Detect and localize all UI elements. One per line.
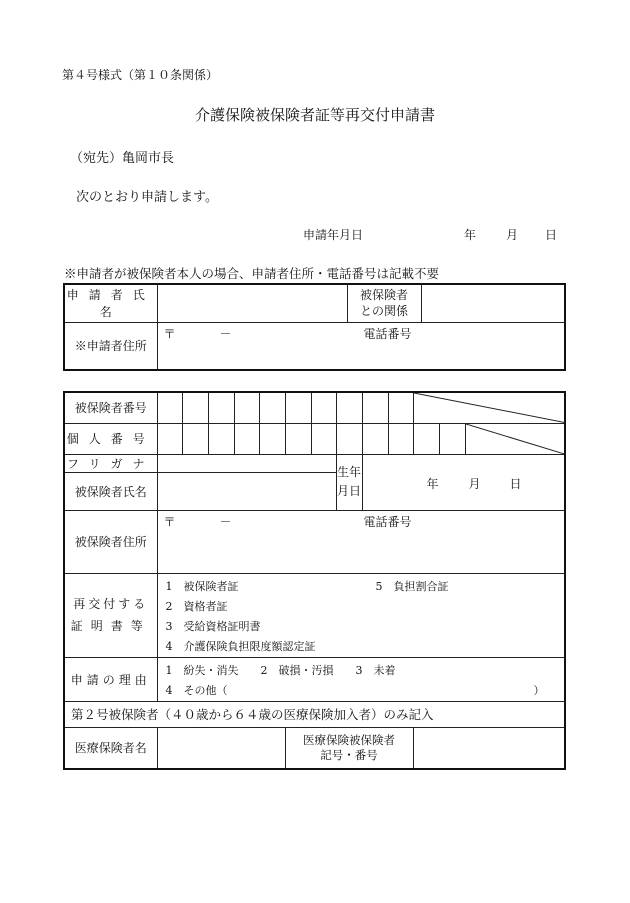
personal-number-digit[interactable]	[285, 423, 311, 454]
postal-dash: －	[219, 514, 232, 529]
relation-field[interactable]	[421, 284, 565, 322]
insured-number-digit[interactable]	[336, 392, 362, 423]
insured-number-digit[interactable]	[362, 392, 388, 423]
medical-insurer-field[interactable]	[157, 727, 285, 769]
reissue-item[interactable]: 5 負担割合証	[375, 579, 449, 593]
personal-number-digit[interactable]	[259, 423, 285, 454]
personal-number-unused	[465, 423, 565, 454]
reason-field[interactable]	[157, 657, 565, 701]
insured-phone-label: 電話番号	[363, 514, 412, 529]
page-title: 介護保険被保険者証等再交付申請書	[194, 106, 435, 124]
birth-day: 日	[509, 476, 522, 491]
insured-name-label: 被保険者氏名	[64, 472, 157, 510]
diagonal-line	[414, 393, 565, 423]
insured-number-digit[interactable]	[285, 392, 311, 423]
birthdate-field[interactable]	[362, 454, 565, 510]
insured-number-digit[interactable]	[388, 392, 413, 423]
relation-label: 被保険者 との関係	[347, 284, 421, 322]
reason-other-close: ）	[533, 683, 545, 697]
medical-number-field[interactable]	[413, 727, 565, 769]
medical-number-label: 医療保険被保険者 記号・番号	[285, 727, 413, 769]
personal-number-digit[interactable]	[234, 423, 259, 454]
personal-number-digit[interactable]	[413, 423, 439, 454]
insured-address-label: 被保険者住所	[64, 510, 157, 573]
birth-month: 月	[468, 476, 481, 491]
reason-other[interactable]: 4 その他（	[165, 683, 228, 697]
insured-number-digit[interactable]	[208, 392, 234, 423]
insured-number-digit[interactable]	[311, 392, 336, 423]
insured-number-digit[interactable]	[182, 392, 208, 423]
applicant-table	[63, 283, 566, 371]
postal-mark: 〒	[163, 514, 176, 529]
personal-number-label: 個人番号	[64, 423, 157, 454]
furigana-field[interactable]	[157, 454, 336, 472]
insured-address-field[interactable]	[157, 510, 565, 573]
insured-number-label: 被保険者番号	[64, 392, 157, 423]
applicant-address-label: ※申請者住所	[64, 322, 157, 370]
birthdate-label: 生年 月日	[336, 454, 362, 510]
intro-text: 次のとおり申請します。	[76, 190, 218, 205]
application-date-label: 申請年月日	[303, 228, 364, 242]
diagonal-line	[466, 424, 565, 454]
reason-label: 申請の理由	[64, 657, 157, 701]
reissue-item[interactable]: 3 受給資格証明書	[165, 619, 261, 633]
date-month: 月	[506, 228, 519, 242]
personal-number-digit[interactable]	[388, 423, 413, 454]
applicant-note: ※申請者が被保険者本人の場合、申請者住所・電話番号は記載不要	[64, 266, 440, 281]
reissue-label: 再交付する 証明書等	[64, 573, 157, 657]
postal-mark: 〒	[163, 326, 176, 341]
insured-number-digit[interactable]	[157, 392, 182, 423]
insured-number-unused	[413, 392, 565, 423]
date-day: 日	[545, 228, 558, 242]
furigana-label: フリガナ	[64, 454, 157, 472]
date-year: 年	[464, 228, 477, 242]
applicant-address-field[interactable]	[157, 322, 565, 370]
personal-number-digit[interactable]	[208, 423, 234, 454]
insured-number-digit[interactable]	[259, 392, 285, 423]
insured-table	[63, 391, 566, 770]
reissue-item[interactable]: 4 介護保険負担限度額認定証	[165, 639, 316, 653]
applicant-name-field[interactable]	[157, 284, 347, 322]
personal-number-digit[interactable]	[439, 423, 465, 454]
reason-options[interactable]: 1 紛失・消失 2 破損・汚損 3 未着	[165, 663, 396, 677]
personal-number-digit[interactable]	[157, 423, 182, 454]
postal-dash: －	[219, 326, 232, 341]
form-number: 第４号様式（第１０条関係）	[62, 68, 219, 82]
personal-number-digit[interactable]	[362, 423, 388, 454]
reissue-item[interactable]: 2 資格者証	[165, 599, 228, 613]
personal-number-digit[interactable]	[311, 423, 336, 454]
personal-number-digit[interactable]	[182, 423, 208, 454]
personal-number-digit[interactable]	[336, 423, 362, 454]
insured-number-digit[interactable]	[234, 392, 259, 423]
applicant-phone-label: 電話番号	[363, 326, 412, 341]
reissue-items	[157, 573, 565, 657]
reissue-item[interactable]: 1 被保険者証	[165, 579, 239, 593]
addressee: （宛先）亀岡市長	[70, 151, 175, 166]
medical-insurer-label: 医療保険者名	[64, 727, 157, 769]
second-insured-note: 第２号被保険者（４０歳から６４歳の医療保険加入者）のみ記入	[64, 701, 565, 727]
applicant-name-label: 申請者氏名	[64, 284, 157, 322]
insured-name-field[interactable]	[157, 472, 336, 510]
birth-year: 年	[426, 476, 439, 491]
